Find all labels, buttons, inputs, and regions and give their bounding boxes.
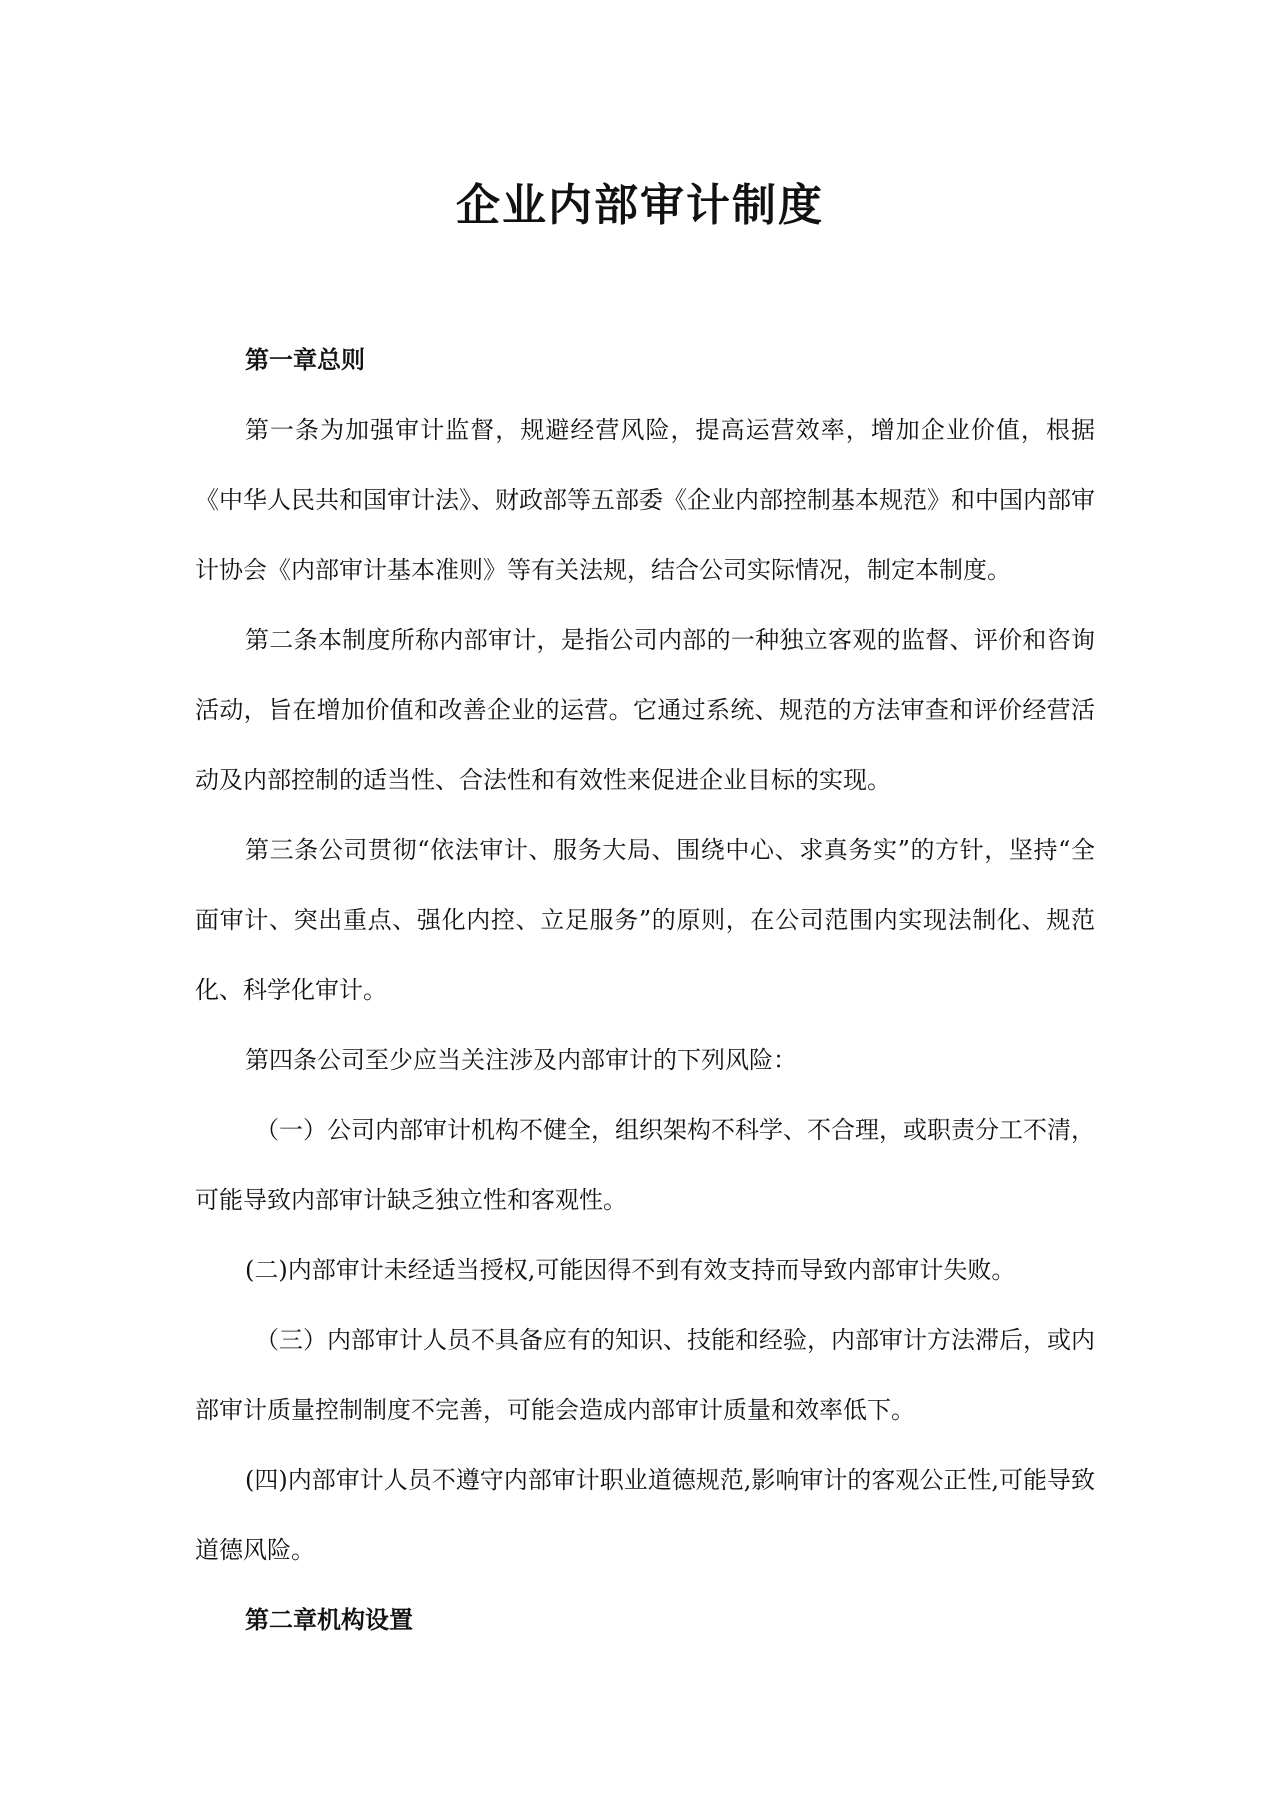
article-4-item-1: （一）公司内部审计机构不健全，组织架构不科学、不合理，或职责分工不清，可能导致内部审计缺乏独立性和客观性。 (195, 1116, 1095, 1214)
article-3: 第三条公司贯彻“依法审计、服务大局、围绕中心、求真务实”的方针，坚持“全面审计、突出重点、强化内控、立足服务”的原则，在公司范围内实现法制化、规范化、科学化审计。 (195, 836, 1095, 1004)
article-4-item-4: (四)内部审计人员不遵守内部审计职业道德规范,影响审计的客观公正性,可能导致道德风险。 (195, 1466, 1095, 1564)
article-1: 第一条为加强审计监督，规避经营风险，提高运营效率，增加企业价值，根据《中华人民共和国审计法》、财政部等五部委《企业内部控制基本规范》和中国内部审计协会《内部审计基本准则》等有关法规，结合公司实际情况，制定本制度。 (195, 416, 1095, 584)
document-title: 企业内部审计制度 (456, 180, 824, 231)
chapter-1-heading: 第一章总则 (245, 345, 365, 374)
article-2: 第二条本制度所称内部审计，是指公司内部的一种独立客观的监督、评价和咨询活动，旨在增加价值和改善企业的运营。它通过系统、规范的方法审查和评价经营活动及内部控制的适当性、合法性和有效性来促进企业目标的实现。 (195, 626, 1095, 794)
article-4: 第四条公司至少应当关注涉及内部审计的下列风险： (245, 1046, 797, 1074)
chapter-2-heading: 第二章机构设置 (245, 1605, 413, 1634)
article-4-item-2: (二)内部审计未经适当授权,可能因得不到有效支持而导致内部审计失败。 (245, 1256, 1016, 1284)
document-body (195, 325, 1095, 1655)
article-4-item-3: （三）内部审计人员不具备应有的知识、技能和经验，内部审计方法滞后，或内部审计质量控制制度不完善，可能会造成内部审计质量和效率低下。 (195, 1326, 1095, 1424)
